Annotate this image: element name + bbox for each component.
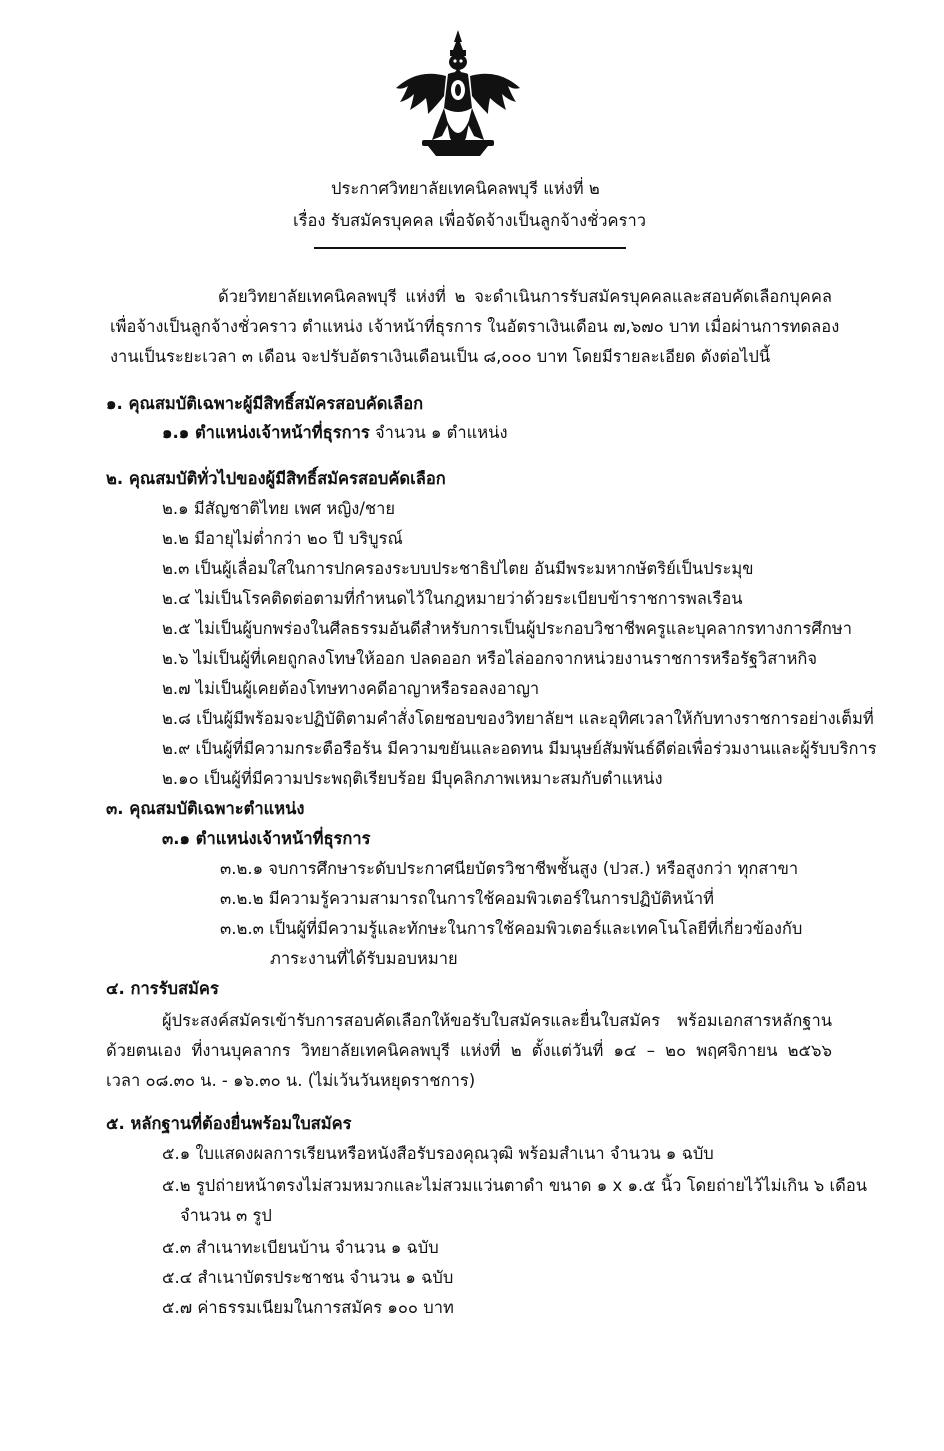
section-1-item-bold: ๑.๑ ตำแหน่งเจ้าหน้าที่ธุรการ — [162, 423, 370, 442]
garuda-emblem-icon — [388, 28, 528, 158]
section-4-line-1: ผู้ประสงค์สมัครเข้ารับการสอบคัดเลือกให้ขอรับใบสมัครและยื่นใบสมัคร พร้อมเอกสารหลักฐาน — [162, 1011, 832, 1030]
section-4-line-2: ด้วยตนเอง ที่งานบุคลากร วิทยาลัยเทคนิคลพบุรี แห่งที่ ๒ ตั้งแต่วันที่ ๑๔ – ๒๐ พฤศจิกายน ๒๕๖๖ — [106, 1041, 832, 1060]
announcement-title: ประกาศวิทยาลัยเทคนิคลพบุรี แห่งที่ ๒ — [331, 179, 600, 198]
section-4-line-3: เวลา ๐๘.๓๐ น. - ๑๖.๓๐ น. (ไม่เว้นวันหยุดราชการ) — [106, 1071, 476, 1090]
intro-line-2: เพื่อจ้างเป็นลูกจ้างชั่วคราว ตำแหน่ง เจ้าหน้าที่ธุรการ ในอัตราเงินเดือน ๗,๖๗๐ บาท เมื่อผ่านการทดลอง — [110, 317, 840, 336]
section-5-heading: ๕. หลักฐานที่ต้องยื่นพร้อมใบสมัคร — [106, 1114, 352, 1133]
section-5-item: ๕.๗ ค่าธรรมเนียมในการสมัคร ๑๐๐ บาท — [162, 1298, 454, 1317]
section-2-heading: ๒. คุณสมบัติทั่วไปของผู้มีสิทธิ์สมัครสอบคัดเลือก — [106, 469, 446, 488]
section-2-item: ๒.๔ ไม่เป็นโรคติดต่อตามที่กำหนดไว้ในกฎหมายว่าด้วยระเบียบข้าราชการพลเรือน — [162, 589, 743, 608]
section-2-item: ๒.๑ มีสัญชาติไทย เพศ หญิง/ชาย — [162, 499, 396, 518]
section-2-item: ๒.๑๐ เป็นผู้ที่มีความประพฤติเรียบร้อย มีบุคลิกภาพเหมาะสมกับตำแหน่ง — [162, 769, 663, 788]
intro-line-3: งานเป็นระยะเวลา ๓ เดือน จะปรับอัตราเงินเดือนเป็น ๘,๐๐๐ บาท โดยมีรายละเอียด ดังต่อไปนี้ — [110, 347, 771, 366]
section-3-item-continuation: ภาระงานที่ได้รับมอบหมาย — [270, 949, 458, 968]
announcement-subject: เรื่อง รับสมัครบุคคล เพื่อจัดจ้างเป็นลูกจ้างชั่วคราว — [293, 211, 646, 230]
section-3-subheading: ๓.๑ ตำแหน่งเจ้าหน้าที่ธุรการ — [162, 829, 371, 848]
section-4-heading: ๔. การรับสมัคร — [106, 979, 219, 998]
section-5-item: ๕.๔ สำเนาบัตรประชาชน จำนวน ๑ ฉบับ — [162, 1268, 454, 1287]
section-3-item: ๓.๒.๑ จบการศึกษาระดับประกาศนียบัตรวิชาชีพชั้นสูง (ปวส.) หรือสูงกว่า ทุกสาขา — [220, 859, 799, 878]
section-3-item: ๓.๒.๒ มีความรู้ความสามารถในการใช้คอมพิวเตอร์ในการปฏิบัติหน้าที่ — [220, 889, 715, 908]
section-5-item: ๕.๓ สำเนาทะเบียนบ้าน จำนวน ๑ ฉบับ — [162, 1238, 439, 1257]
intro-line-1: ด้วยวิทยาลัยเทคนิคลพบุรี แห่งที่ ๒ จะดำเนินการรับสมัครบุคคลและสอบคัดเลือกบุคคล — [218, 287, 832, 306]
section-2-item: ๒.๘ เป็นผู้มีพร้อมจะปฏิบัติตามคำสั่งโดยชอบของวิทยาลัยฯ และอุทิศเวลาให้กับทางราชการอย่างเต็มที่ — [162, 709, 874, 728]
title-divider — [314, 247, 626, 249]
section-3-item: ๓.๒.๓ เป็นผู้ที่มีความรู้และทักษะในการใช้คอมพิวเตอร์และเทคโนโลยีที่เกี่ยวข้องกับ — [220, 919, 803, 938]
section-3-heading: ๓. คุณสมบัติเฉพาะตำแหน่ง — [106, 799, 305, 818]
section-1-heading: ๑. คุณสมบัติเฉพาะผู้มีสิทธิ์สมัครสอบคัดเลือก — [106, 394, 424, 413]
section-2-item: ๒.๒ มีอายุไม่ต่ำกว่า ๒๐ ปี บริบูรณ์ — [162, 529, 403, 548]
section-2-item: ๒.๖ ไม่เป็นผู้ที่เคยถูกลงโทษให้ออก ปลดออก หรือไล่ออกจากหน่วยงานราชการหรือรัฐวิสาหกิจ — [162, 649, 818, 668]
section-2-item: ๒.๗ ไม่เป็นผู้เคยต้องโทษทางคดีอาญาหรือรอลงอาญา — [162, 679, 540, 698]
section-5-item: ๕.๒ รูปถ่ายหน้าตรงไม่สวมหมวกและไม่สวมแว่นตาดำ ขนาด ๑ x ๑.๕ นิ้ว โดยถ่ายไว้ไม่เกิน ๖ เดือน — [162, 1176, 868, 1195]
section-1-item-count: จำนวน ๑ ตำแหน่ง — [369, 423, 508, 442]
section-5-item-continuation: จำนวน ๓ รูป — [180, 1206, 272, 1225]
section-5-item: ๕.๑ ใบแสดงผลการเรียนหรือหนังสือรับรองคุณวุฒิ พร้อมสำเนา จำนวน ๑ ฉบับ — [162, 1144, 714, 1163]
section-2-item: ๒.๕ ไม่เป็นผู้บกพร่องในศีลธรรมอันดีสำหรับการเป็นผู้ประกอบวิชาชีพครูและบุคลากรทางการศึกษา — [162, 619, 853, 638]
section-2-item: ๒.๙ เป็นผู้ที่มีความกระตือรือร้น มีความขยันและอดทน มีมนุษย์สัมพันธ์ดีต่อเพื่อร่วมงานและผู้รับบริการ — [162, 739, 877, 758]
section-1-item — [162, 422, 508, 444]
section-2-item: ๒.๓ เป็นผู้เลื่อมใสในการปกครองระบบประชาธิปไตย อันมีพระมหากษัตริย์เป็นประมุข — [162, 559, 754, 578]
